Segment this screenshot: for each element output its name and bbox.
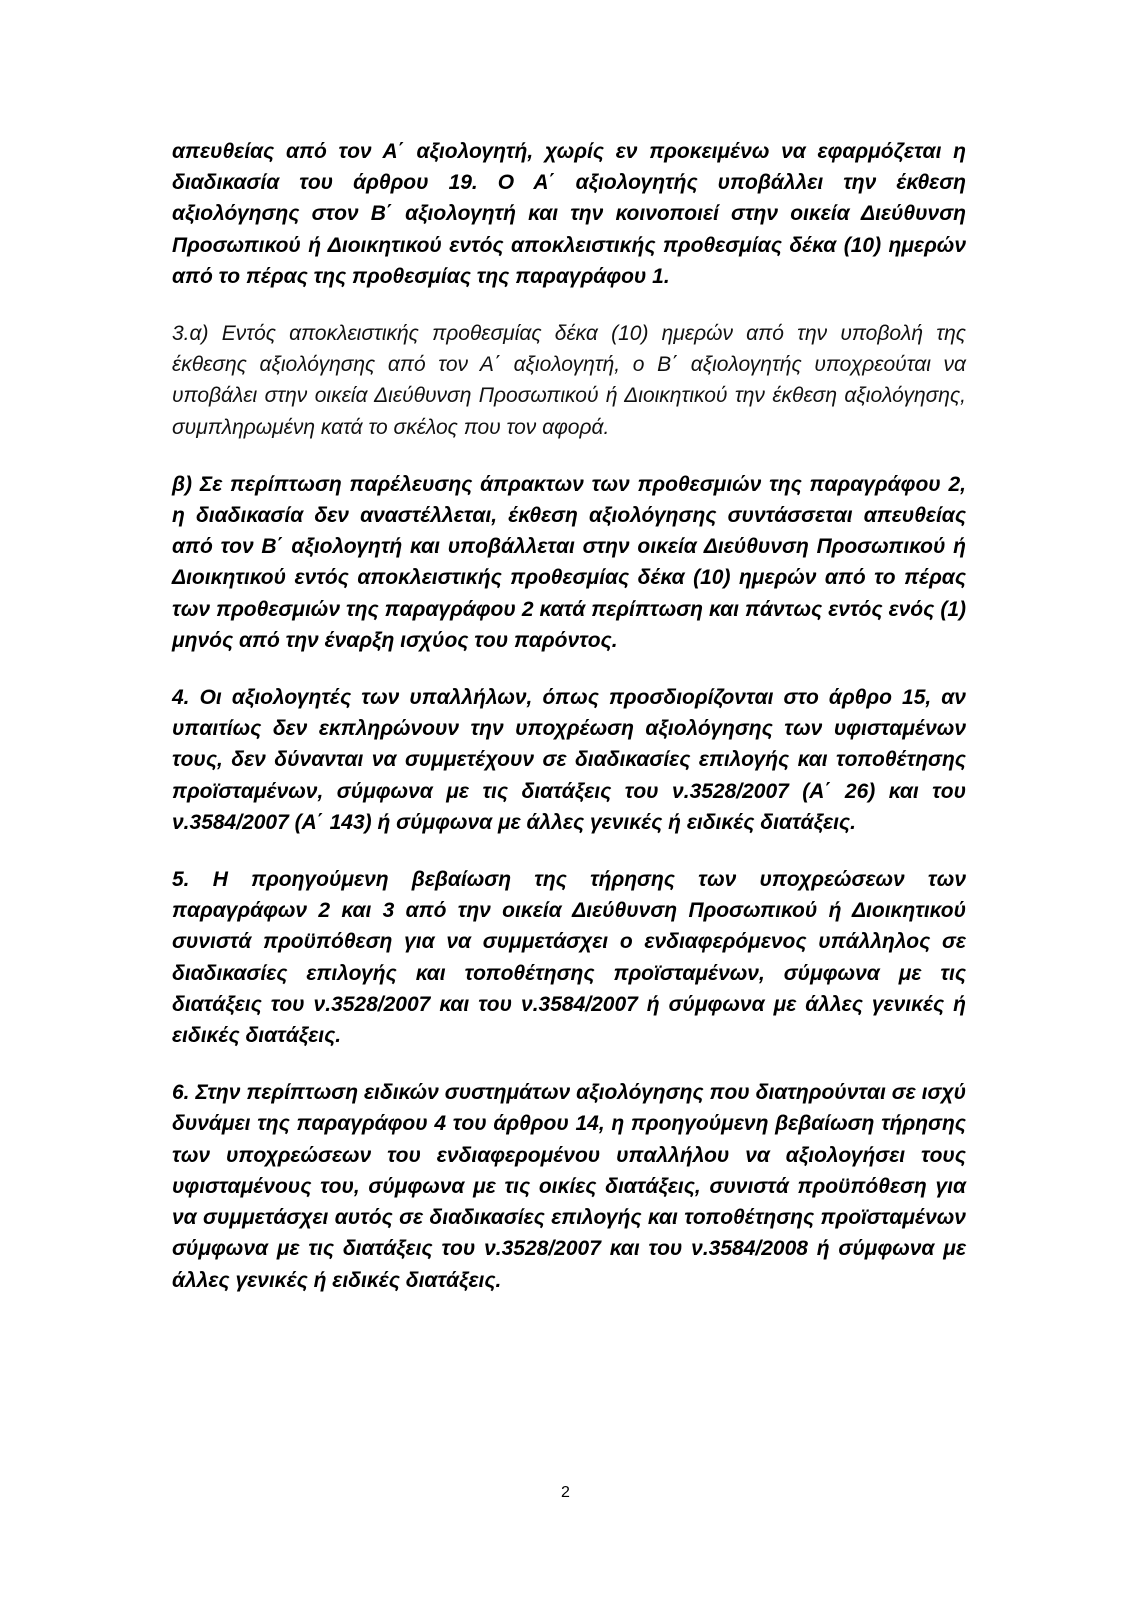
paragraph-continuation: απευθείας από τον Α΄ αξιολογητή, χωρίς εν προκειμένω να εφαρμόζεται η διαδικασία του άρθρου 19. Ο Α΄ αξιολογητής υποβάλλει την έκθεση αξιολόγησης στον Β΄ αξιολογητή και την κοινοποιεί στην οικεία Διεύθυνση Προσωπικού ή Διοικητικού εντός αποκλειστικής προθεσμίας δέκα (10) ημερών από το πέρας της προθεσμίας της παραγράφου 1.: [172, 140, 966, 288]
paragraph-3b: β) Σε περίπτωση παρέλευσης άπρακτων των προθεσμιών της παραγράφου 2, η διαδικασία δεν αναστέλλεται, έκθεση αξιολόγησης συντάσσεται απευθείας από τον Β΄ αξιολογητή και υποβάλλεται στην οικεία Διεύθυνση Προσωπικού ή Διοικητικού εντός αποκλειστικής προθεσμίας δέκα (10) ημερών από το πέρας των προθεσμιών της παραγράφου 2 κατά περίπτωση και πάντως εντός ενός (1) μηνός από την έναρξη ισχύος του παρόντος.: [172, 472, 966, 652]
page-number: 2: [561, 1484, 570, 1501]
paragraph-3a: 3.α) Εντός αποκλειστικής προθεσμίας δέκα (10) ημερών από την υποβολή της έκθεσης αξιολόγησης από τον Α΄ αξιολογητή, ο Β΄ αξιολογητής υποχρεούται να υποβάλει στην οικεία Διεύθυνση Προσωπικού ή Διοικητικού την έκθεση αξιολόγησης, συμπληρωμένη κατά το σκέλος που τον αφορά.: [172, 322, 966, 439]
document-body: [172, 136, 966, 1322]
paragraph-5: 5. Η προηγούμενη βεβαίωση της τήρησης των υποχρεώσεων των παραγράφων 2 και 3 από την οικεία Διεύθυνση Προσωπικού ή Διοικητικού συνιστά προϋπόθεση για να συμμετάσχει ο ενδιαφερόμενος υπάλληλος σε διαδικασίες επιλογής και τοποθέτησης προϊσταμένων, σύμφωνα με τις διατάξεις του ν.3528/2007 και του ν.3584/2007 ή σύμφωνα με άλλες γενικές ή ειδικές διατάξεις.: [172, 868, 966, 1048]
paragraph-6: 6. Στην περίπτωση ειδικών συστημάτων αξιολόγησης που διατηρούνται σε ισχύ δυνάμει της παραγράφου 4 του άρθρου 14, η προηγούμενη βεβαίωση τήρησης των υποχρεώσεων του ενδιαφερομένου υπαλλήλου να αξιολογήσει τους υφισταμένους του, σύμφωνα με τις οικίες διατάξεις, συνιστά προϋπόθεση για να συμμετάσχει αυτός σε διαδικασίες επιλογής και τοποθέτησης προϊσταμένων σύμφωνα με τις διατάξεις του ν.3528/2007 και του ν.3584/2008 ή σύμφωνα με άλλες γενικές ή ειδικές διατάξεις.: [172, 1081, 966, 1292]
paragraph-4: 4. Οι αξιολογητές των υπαλλήλων, όπως προσδιορίζονται στο άρθρο 15, αν υπαιτίως δεν εκπληρώνουν την υποχρέωση αξιολόγησης των υφισταμένων τους, δεν δύνανται να συμμετέχουν σε διαδικασίες επιλογής και τοποθέτησης προϊσταμένων, σύμφωνα με τις διατάξεις του ν.3528/2007 (Α΄ 26) και του ν.3584/2007 (Α΄ 143) ή σύμφωνα με άλλες γενικές ή ειδικές διατάξεις.: [172, 686, 966, 834]
